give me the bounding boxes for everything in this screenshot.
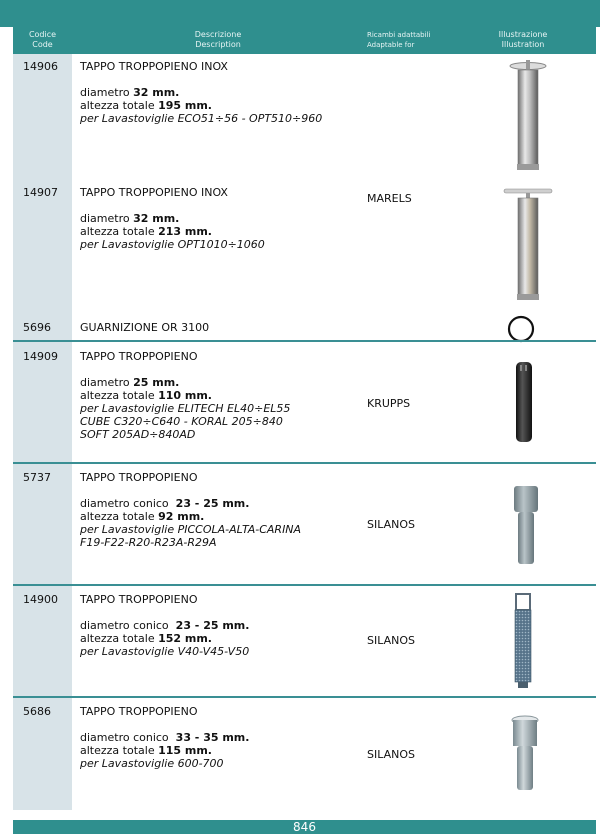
product-row xyxy=(13,312,596,340)
compatibility-note: per Lavastoviglie 600-700 xyxy=(80,757,224,770)
compatibility-note: SOFT 205AD÷840AD xyxy=(80,428,196,441)
header-desc-en: Description xyxy=(195,40,241,49)
compatibility-note: per Lavastoviglie V40-V45-V50 xyxy=(80,645,250,658)
mesh-overflow-plug-icon xyxy=(509,592,539,692)
height-label: altezza totale xyxy=(80,389,155,402)
steel-overflow-plug-icon xyxy=(498,58,558,176)
o-ring-icon xyxy=(506,315,536,343)
header-code-en: Code xyxy=(32,40,53,49)
product-code: 14906 xyxy=(23,60,58,73)
product-title: TAPPO TROPPOPIENO xyxy=(80,593,198,606)
black-overflow-plug-icon xyxy=(510,360,540,444)
diameter-value: 33 - 35 mm. xyxy=(175,731,250,744)
product-description xyxy=(80,471,301,549)
product-title: TAPPO TROPPOPIENO INOX xyxy=(80,60,228,73)
diameter-label: diametro xyxy=(80,212,130,225)
height-label: altezza totale xyxy=(80,225,155,238)
product-code: 5686 xyxy=(23,705,51,718)
diameter-value: 25 mm. xyxy=(133,376,180,389)
diameter-value: 23 - 25 mm. xyxy=(175,497,250,510)
height-value: 92 mm. xyxy=(158,510,205,523)
table-header xyxy=(13,27,596,54)
product-code: 14909 xyxy=(23,350,58,363)
diameter-label: diametro xyxy=(80,86,130,99)
diameter-value: 32 mm. xyxy=(133,86,180,99)
header-illus-en: Illustration xyxy=(501,40,545,49)
brand-label: SILANOS xyxy=(367,748,416,761)
product-title: TAPPO TROPPOPIENO xyxy=(80,705,198,718)
header-code xyxy=(13,30,72,50)
header-parts-en: Adaptable for xyxy=(367,41,415,49)
product-title: GUARNIZIONE OR 3100 xyxy=(80,321,210,334)
diameter-label: diametro conico xyxy=(80,731,169,744)
product-title: TAPPO TROPPOPIENO INOX xyxy=(80,186,228,199)
diameter-value: 32 mm. xyxy=(133,212,180,225)
compatibility-note: F19-F22-R20-R23A-R29A xyxy=(80,536,217,549)
page-number: 846 xyxy=(13,820,596,834)
height-value: 110 mm. xyxy=(158,389,212,402)
product-row xyxy=(13,698,596,810)
product-row xyxy=(13,586,596,696)
brand-label: SILANOS xyxy=(367,634,416,647)
height-label: altezza totale xyxy=(80,99,155,112)
product-description xyxy=(80,593,249,658)
brand-label: KRUPPS xyxy=(367,397,411,410)
compatibility-note: per Lavastoviglie PICCOLA-ALTA-CARINA xyxy=(80,523,302,536)
product-code: 5696 xyxy=(23,321,51,334)
product-description xyxy=(80,60,322,125)
header-parts-it: Ricambi adattabili xyxy=(367,31,431,39)
diameter-label: diametro xyxy=(80,376,130,389)
height-label: altezza totale xyxy=(80,744,155,757)
product-title: TAPPO TROPPOPIENO xyxy=(80,350,198,363)
product-description xyxy=(80,321,209,334)
brand-label: MARELS xyxy=(367,192,412,205)
compatibility-note: per Lavastoviglie ELITECH EL40÷EL55 xyxy=(80,402,291,415)
product-description xyxy=(80,350,290,441)
product-code: 5737 xyxy=(23,471,51,484)
diameter-label: diametro conico xyxy=(80,619,169,632)
top-banner xyxy=(0,0,600,27)
header-illus-it: Illustrazione xyxy=(498,30,548,39)
product-row xyxy=(13,54,596,180)
compatibility-note: per Lavastoviglie ECO51÷56 - OPT510÷960 xyxy=(80,112,323,125)
product-row xyxy=(13,342,596,462)
height-value: 195 mm. xyxy=(158,99,212,112)
header-illustration xyxy=(483,30,563,50)
capped-overflow-plug-icon xyxy=(507,714,543,794)
header-desc-it: Descrizione xyxy=(194,30,242,39)
product-code: 14907 xyxy=(23,186,58,199)
header-code-it: Codice xyxy=(28,30,57,39)
product-code: 14900 xyxy=(23,593,58,606)
header-description xyxy=(163,30,273,50)
diameter-label: diametro conico xyxy=(80,497,169,510)
product-row xyxy=(13,464,596,584)
steel-overflow-plug-icon xyxy=(498,186,558,306)
height-value: 152 mm. xyxy=(158,632,212,645)
diameter-value: 23 - 25 mm. xyxy=(175,619,250,632)
grey-overflow-plug-icon xyxy=(510,484,550,566)
height-value: 213 mm. xyxy=(158,225,212,238)
compatibility-note: CUBE C320÷C640 - KORAL 205÷840 xyxy=(80,415,283,428)
brand-label: SILANOS xyxy=(367,518,416,531)
product-title: TAPPO TROPPOPIENO xyxy=(80,471,198,484)
height-label: altezza totale xyxy=(80,632,155,645)
height-value: 115 mm. xyxy=(158,744,212,757)
product-row xyxy=(13,180,596,312)
product-description xyxy=(80,705,249,770)
product-description xyxy=(80,186,265,251)
header-adaptable xyxy=(367,30,467,50)
height-label: altezza totale xyxy=(80,510,155,523)
compatibility-note: per Lavastoviglie OPT1010÷1060 xyxy=(80,238,265,251)
